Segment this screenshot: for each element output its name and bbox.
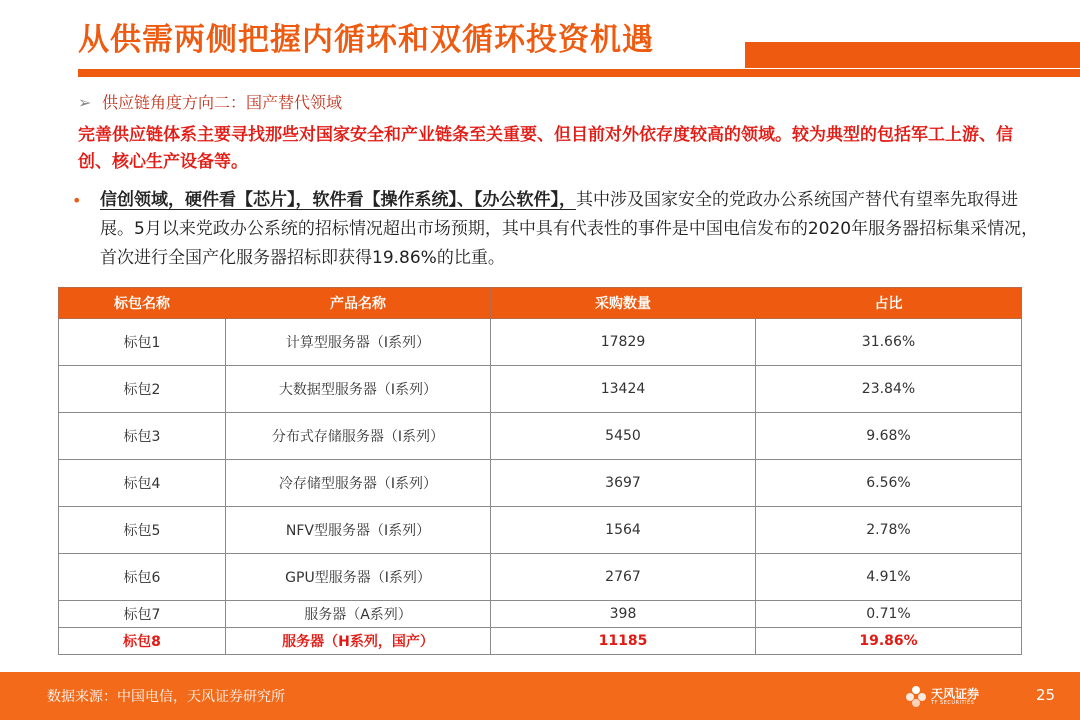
title-accent-bar	[745, 42, 1080, 68]
procurement-table	[58, 287, 1022, 655]
table-cell: 4.91%	[756, 554, 1022, 601]
table-cell: NFV型服务器（I系列）	[226, 507, 491, 554]
data-source-note: 数据来源：中国电信，天风证券研究所	[47, 689, 285, 705]
section-subheading	[78, 90, 342, 113]
bullet-lead-text: 信创领域，硬件看【芯片】，软件看【操作系统】、【办公软件】，	[100, 190, 576, 210]
pinwheel-logo-icon	[905, 684, 927, 708]
table-cell: 标包7	[59, 601, 226, 628]
page-number: 25	[1036, 686, 1056, 704]
table-cell: 标包3	[59, 413, 226, 460]
title-underline	[78, 69, 1080, 77]
bullet-rest-text: 其中涉及国家安全的党政办公系统国产替代有望率先取得进展。5月以来党政办公系统的招标情况超出市场预期，其中具有代表性的事件是中国电信发布的2020年服务器招标集采情况，首次进行全国产化服务器招标即获得19.86%的比重。	[100, 190, 1039, 268]
table-cell: 标包1	[59, 319, 226, 366]
table-cell: 标包5	[59, 507, 226, 554]
table-cell: GPU型服务器（I系列）	[226, 554, 491, 601]
table-cell: 2767	[491, 554, 756, 601]
table-row	[59, 460, 1022, 507]
table-header-cell: 产品名称	[226, 288, 491, 319]
table-cell: 11185	[491, 628, 756, 655]
table-row-highlighted	[59, 628, 1022, 655]
table-cell: 23.84%	[756, 366, 1022, 413]
table-cell: 标包8	[59, 628, 226, 655]
footer-bar	[0, 672, 1080, 720]
logo-text: 天风证券	[931, 687, 980, 701]
table-header-cell: 占比	[756, 288, 1022, 319]
logo-subtext: TF SECURITIES	[931, 700, 975, 706]
table-row	[59, 507, 1022, 554]
table-cell: 5450	[491, 413, 756, 460]
table-cell: 17829	[491, 319, 756, 366]
table-row	[59, 366, 1022, 413]
table-cell: 计算型服务器（I系列）	[226, 319, 491, 366]
table-row	[59, 554, 1022, 601]
company-logo	[905, 682, 1025, 710]
table-cell: 冷存储型服务器（I系列）	[226, 460, 491, 507]
bullet-dot-icon: •	[72, 191, 82, 210]
table-header-cell: 采购数量	[491, 288, 756, 319]
arrow-bullet-icon: ➢	[78, 93, 92, 112]
table-cell: 19.86%	[756, 628, 1022, 655]
table-cell: 0.71%	[756, 601, 1022, 628]
table-cell: 标包2	[59, 366, 226, 413]
table-cell: 6.56%	[756, 460, 1022, 507]
table-row	[59, 319, 1022, 366]
table-cell: 2.78%	[756, 507, 1022, 554]
table-cell: 标包6	[59, 554, 226, 601]
bullet-paragraph	[72, 186, 1043, 273]
table-cell: 9.68%	[756, 413, 1022, 460]
subheading-text: 供应链角度方向二：国产替代领域	[102, 93, 343, 112]
table-cell: 分布式存储服务器（I系列）	[226, 413, 491, 460]
table-cell: 13424	[491, 366, 756, 413]
table-cell: 服务器（H系列，国产）	[226, 628, 491, 655]
table-cell: 3697	[491, 460, 756, 507]
bullet-body	[78, 186, 1043, 273]
highlight-paragraph: 完善供应链体系主要寻找那些对国家安全和产业链条至关重要、但目前对外依存度较高的领域。较为典型的包括军工上游、信创、核心生产设备等。	[78, 125, 1013, 172]
table-row	[59, 601, 1022, 628]
table-cell: 398	[491, 601, 756, 628]
table-cell: 大数据型服务器（I系列）	[226, 366, 491, 413]
table-cell: 标包4	[59, 460, 226, 507]
table-header-row	[59, 288, 1022, 319]
table-cell: 1564	[491, 507, 756, 554]
table-header-cell: 标包名称	[59, 288, 226, 319]
page-title: 从供需两侧把握内循环和双循环投资机遇	[78, 22, 654, 58]
table-cell: 服务器（A系列）	[226, 601, 491, 628]
table-cell: 31.66%	[756, 319, 1022, 366]
table-row	[59, 413, 1022, 460]
